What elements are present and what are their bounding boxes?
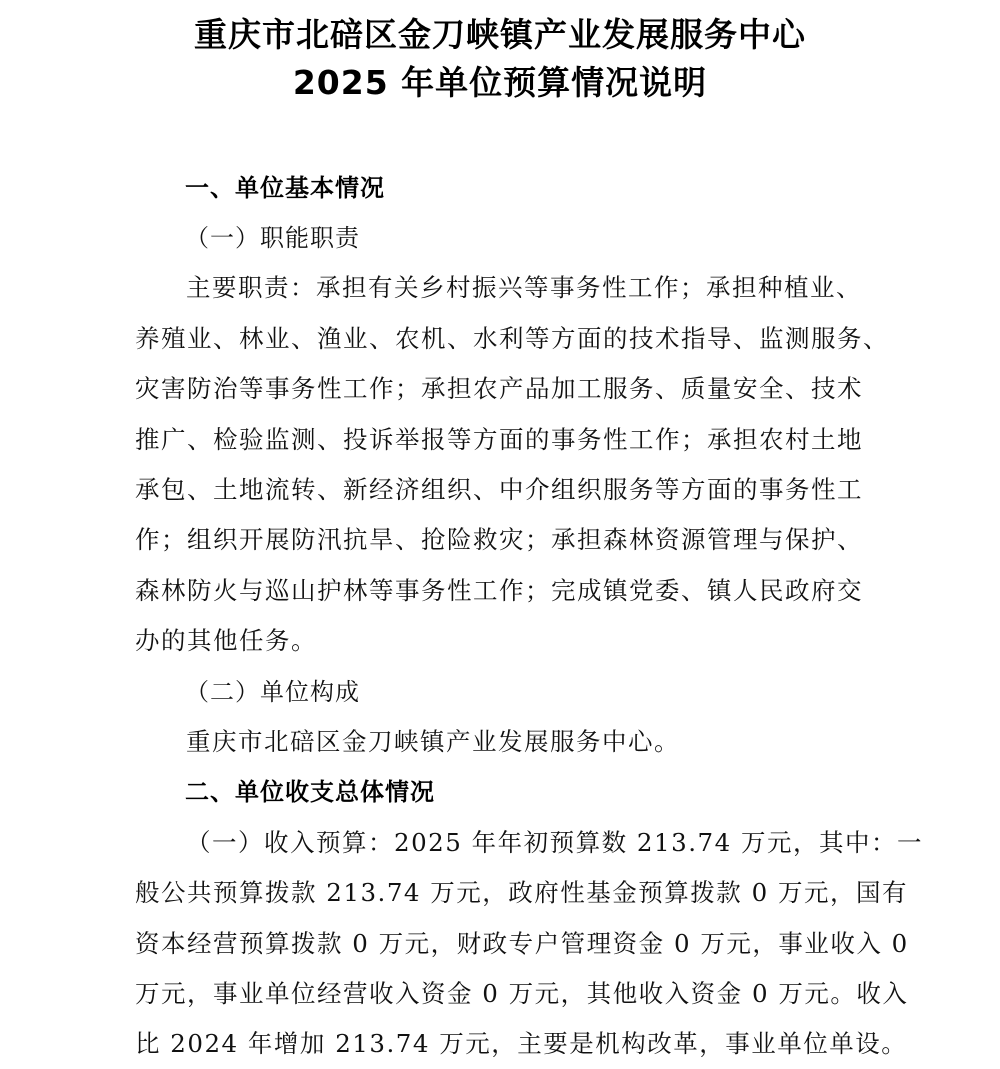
paragraph-line: 万元，事业单位经营收入资金 0 万元，其他收入资金 0 万元。收入	[135, 979, 909, 1008]
section-2-heading: 二、单位收支总体情况	[185, 778, 435, 806]
paragraph-line: 比 2024 年增加 213.74 万元，主要是机构改革，事业单位单设。	[135, 1029, 908, 1058]
paragraph-line: 养殖业、林业、渔业、农机、水利等方面的技术指导、监测服务、	[135, 324, 889, 353]
paragraph-line: 资本经营预算拨款 0 万元，财政专户管理资金 0 万元，事业收入 0	[135, 929, 909, 958]
paragraph-line: 作；组织开展防汛抗旱、抢险救灾；承担森林资源管理与保护、	[135, 525, 863, 554]
paragraph-line: 办的其他任务。	[135, 626, 317, 655]
paragraph-line: 主要职责：承担有关乡村振兴等事务性工作；承担种植业、	[186, 273, 862, 302]
paragraph-line: （一）收入预算：2025 年年初预算数 213.74 万元，其中：一	[186, 828, 923, 857]
section-1-heading: 一、单位基本情况	[185, 174, 385, 202]
section-1-1-heading: （一）职能职责	[185, 224, 360, 252]
document-title-line-1: 重庆市北碚区金刀峡镇产业发展服务中心	[194, 15, 806, 54]
paragraph-line: 重庆市北碚区金刀峡镇产业发展服务中心。	[186, 727, 680, 756]
section-1-2-heading: （二）单位构成	[185, 678, 360, 706]
paragraph-line: 推广、检验监测、投诉举报等方面的事务性工作；承担农村土地	[135, 425, 863, 454]
document-title-line-2: 2025 年单位预算情况说明	[292, 63, 708, 102]
paragraph-line: 般公共预算拨款 213.74 万元，政府性基金预算拨款 0 万元，国有	[135, 878, 908, 907]
paragraph-line: 灾害防治等事务性工作；承担农产品加工服务、质量安全、技术	[135, 374, 863, 403]
paragraph-line: 森林防火与巡山护林等事务性工作；完成镇党委、镇人民政府交	[135, 576, 863, 605]
paragraph-line: 承包、土地流转、新经济组织、中介组织服务等方面的事务性工	[135, 475, 863, 504]
